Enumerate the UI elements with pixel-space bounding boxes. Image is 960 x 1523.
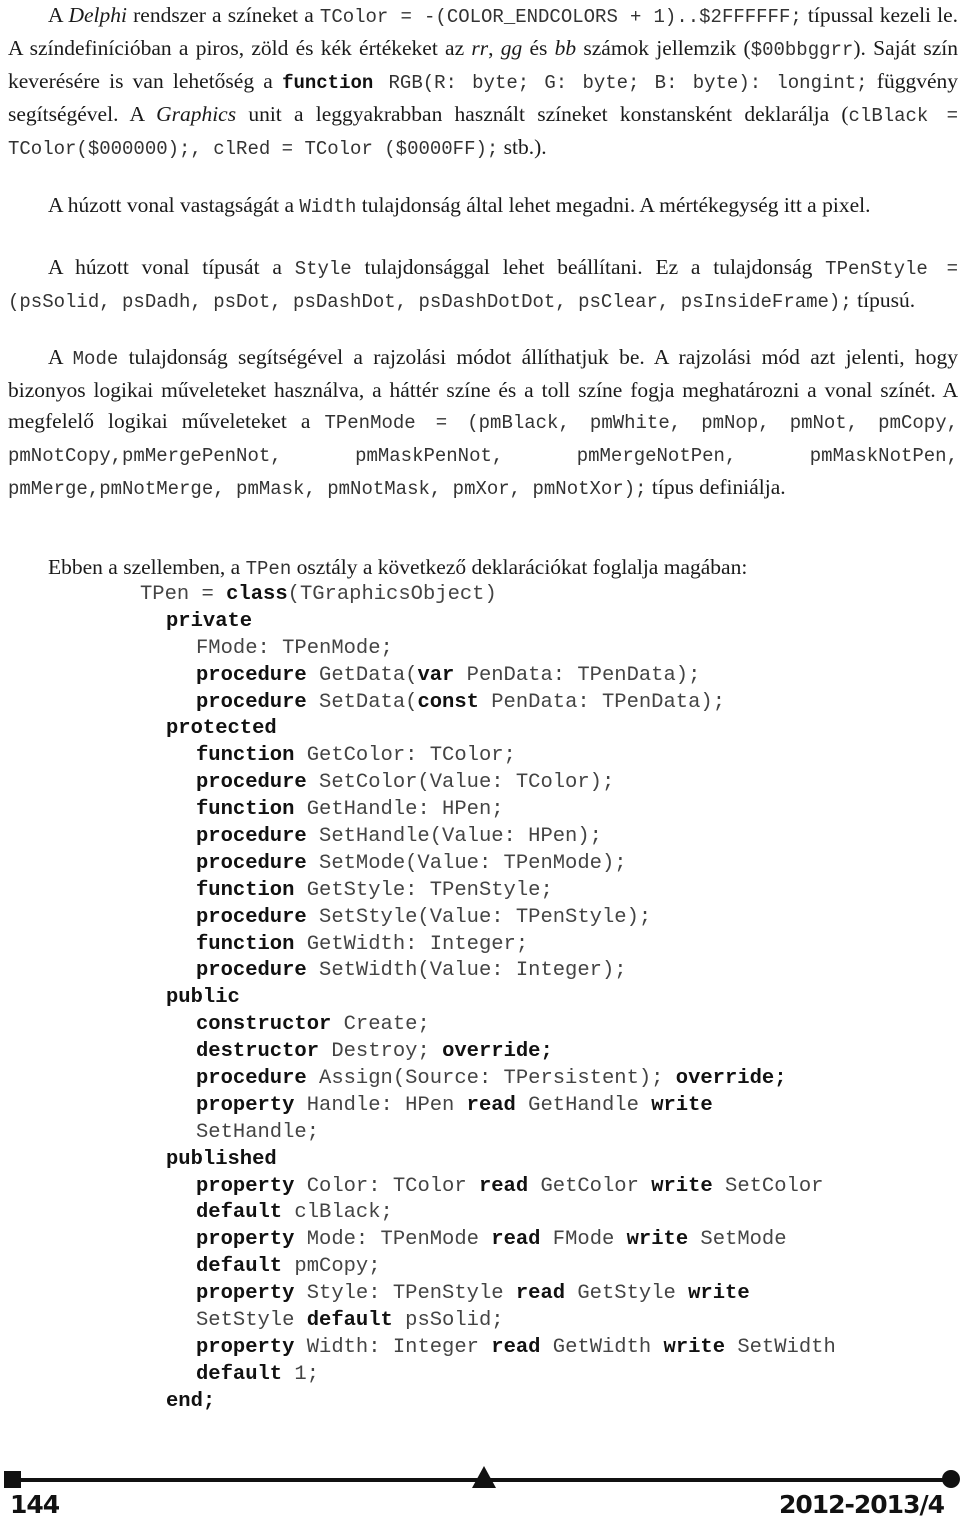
code-line: procedure SetColor(Value: TColor);	[196, 771, 615, 795]
code-inline: TPenStyle = (psSolid, psDadh, psDot, psDashDot, psDashDotDot, psClear, psInsideFrame);	[8, 258, 959, 313]
paragraph-width	[8, 190, 958, 223]
code-listing	[0, 582, 960, 1416]
paragraph-style	[8, 252, 958, 318]
page-number: 144	[10, 1490, 60, 1519]
text-italic: bb	[554, 36, 577, 60]
text: számok jellemzik (	[576, 36, 751, 60]
text: A	[48, 345, 73, 369]
text: A	[48, 3, 69, 27]
code-inline: Style	[294, 258, 352, 280]
issue-number: 2012-2013/4	[778, 1490, 944, 1519]
text: rendszer a színeket a	[127, 3, 320, 27]
code-line: FMode: TPenMode;	[196, 636, 393, 660]
code-line: procedure SetHandle(Value: HPen);	[196, 825, 602, 849]
text-italic: rr	[471, 36, 489, 60]
code-line: procedure SetWidth(Value: Integer);	[196, 959, 627, 983]
code-line: SetStyle default psSolid;	[196, 1309, 504, 1333]
code-inline: clBlack = TColor($000000);, clRed = TColor ($0000FF);	[8, 105, 958, 160]
code-line: default 1;	[196, 1362, 320, 1386]
code-line: procedure Assign(Source: TPersistent); override;	[196, 1067, 787, 1091]
text-italic: gg	[500, 36, 523, 60]
text: függvény segítségével. A	[8, 69, 959, 126]
code-line: protected	[166, 717, 277, 741]
code-line: published	[166, 1147, 277, 1171]
code-line: default pmCopy;	[196, 1255, 381, 1279]
code-line: property Mode: TPenMode read FMode write SetMode	[196, 1228, 787, 1252]
code-line: private	[166, 609, 253, 633]
code-inline: Width	[299, 196, 357, 218]
code-inline: TColor = -(COLOR_ENDCOLORS + 1)..$2FFFFFF;	[319, 6, 802, 28]
text: Ebben a szellemben, a	[48, 555, 246, 579]
code-line: SetHandle;	[196, 1120, 320, 1144]
text: tulajdonsággal lehet beállítani. Ez a tulajdonság	[351, 255, 826, 279]
text: típussal kezeli le. A színdefinícióban a piros, zöld és kék értékeket az	[8, 3, 959, 60]
code-inline: $00bbggrr	[750, 39, 854, 61]
text: és	[522, 36, 555, 60]
code-line: property Color: TColor read GetColor write SetColor	[196, 1174, 824, 1198]
text: ,	[488, 36, 501, 60]
code-inline: TPenMode = (pmBlack, pmWhite, pmNop, pmNot, pmCopy, pmNotCopy,pmMergePenNot, pmMaskPenNot, pmMergeNotPen, pmMaskNotPen, pmMerge,pmNotMerge, pmMask, pmNotMask, pmXor, pmNotXor);	[8, 412, 958, 500]
paragraph-mode	[8, 342, 958, 505]
text: A húzott vonal típusát a	[48, 255, 295, 279]
code-line: property Handle: HPen read GetHandle write	[196, 1093, 713, 1117]
code-line: function GetColor: TColor;	[196, 744, 516, 768]
text: típus definiálja.	[646, 475, 786, 499]
code-line: function GetHandle: HPen;	[196, 798, 504, 822]
text: osztály a következő deklarációkat foglalja magában:	[291, 555, 748, 579]
triangle-marker-icon	[472, 1466, 496, 1488]
paragraph-tpen-intro	[8, 552, 958, 585]
code-line: constructor Create;	[196, 1013, 430, 1037]
text: típusú.	[851, 288, 916, 312]
code-line: TPen = class(TGraphicsObject)	[140, 583, 497, 606]
code-line: function GetWidth: Integer;	[196, 932, 529, 956]
paragraph-colors	[8, 0, 958, 165]
text: ). Saját szín keverésére is van lehetőség a	[8, 36, 958, 93]
code-line: function GetStyle: TPenStyle;	[196, 878, 553, 902]
text-italic: Delphi	[68, 3, 127, 27]
code-inline: RGB(R: byte; G: byte; B: byte): longint;	[373, 72, 868, 94]
code-line: procedure SetData(const PenData: TPenData);	[196, 690, 725, 714]
code-inline: TPen	[245, 558, 292, 580]
code-line: public	[166, 986, 240, 1010]
code-line: procedure GetData(var PenData: TPenData);	[196, 663, 701, 687]
code-line: end;	[166, 1389, 216, 1413]
code-inline: Mode	[72, 348, 119, 370]
text: A húzott vonal vastagságát a	[48, 193, 300, 217]
text: unit a leggyakrabban használt színeket konstansként deklarálja (	[236, 102, 849, 126]
text: stb.).	[498, 135, 547, 159]
code-line: procedure SetMode(Value: TPenMode);	[196, 851, 627, 875]
square-marker-icon	[4, 1471, 21, 1488]
text: tulajdonság által lehet megadni. A mértékegység itt a pixel.	[356, 193, 871, 217]
circle-marker-icon	[942, 1470, 960, 1488]
code-line: destructor Destroy; override;	[196, 1040, 553, 1064]
code-line: default clBlack;	[196, 1201, 393, 1225]
code-line: property Style: TPenStyle read GetStyle write	[196, 1282, 750, 1306]
code-keyword: function	[282, 72, 374, 94]
text: tulajdonság segítségével a rajzolási módot állíthatjuk be. A rajzolási mód azt jelenti, hogy bizonyos logikai műveleteket használva, a háttér színe és a toll színe fogja meghatározni a vonal színét. A megfelelő logikai műveleteket a	[8, 345, 958, 433]
text-italic: Graphics	[156, 102, 237, 126]
code-line: procedure SetStyle(Value: TPenStyle);	[196, 905, 652, 929]
code-line: property Width: Integer read GetWidth write SetWidth	[196, 1335, 836, 1359]
